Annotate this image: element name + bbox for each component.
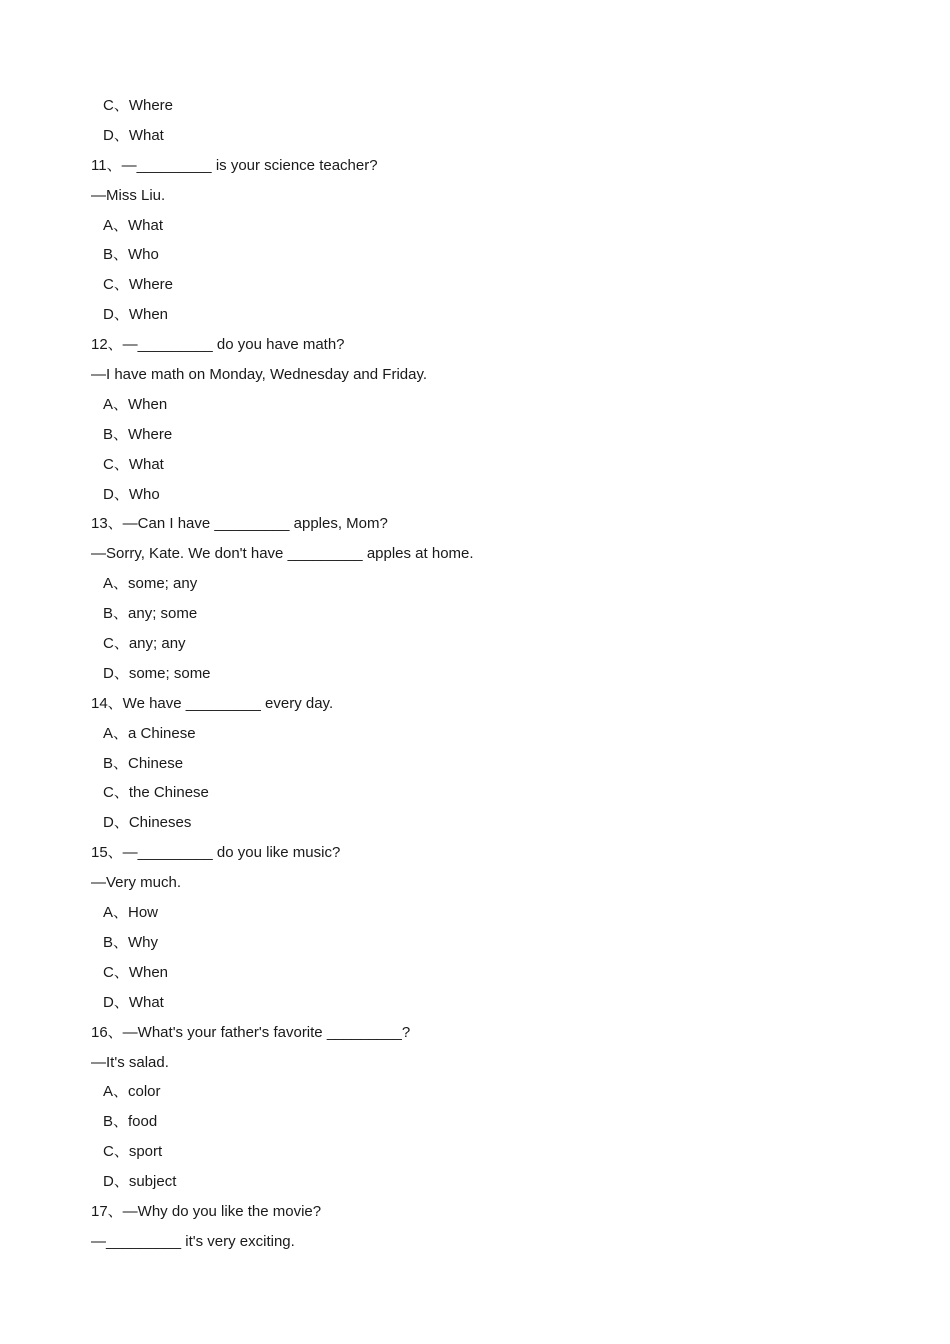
question-text: 17、—Why do you like the movie? (91, 1202, 322, 1220)
answer-option: A、a Chinese (103, 724, 196, 742)
answer-option: D、subject (103, 1173, 177, 1191)
answer-option: C、any; any (103, 635, 186, 653)
question-text: 11、—_________ is your science teacher? (91, 156, 378, 174)
answer-option: B、Why (103, 933, 159, 951)
answer-text: —I have math on Monday, Wednesday and Friday. (91, 366, 428, 384)
answer-option: D、Chineses (103, 814, 192, 832)
answer-option: C、What (103, 455, 164, 473)
answer-option: A、When (103, 395, 168, 413)
question-text: 15、—_________ do you like music? (91, 844, 341, 862)
answer-option: C、Where (103, 97, 174, 114)
answer-option: A、some; any (103, 575, 198, 593)
answer-text: —_________ it's very exciting. (91, 1232, 295, 1250)
answer-text: —Very much. (91, 874, 182, 892)
answer-option: B、any; some (103, 605, 198, 623)
answer-option: D、What (103, 993, 164, 1011)
document-page (0, 91, 950, 1257)
answer-option: C、When (103, 963, 169, 981)
question-text: 16、—What's your father's favorite _________? (91, 1023, 411, 1041)
answer-option: A、color (103, 1083, 161, 1101)
answer-option: B、Where (103, 425, 173, 443)
answer-text: —Miss Liu. (91, 186, 166, 204)
answer-option: C、the Chinese (103, 784, 209, 802)
answer-option: D、Who (103, 485, 160, 503)
answer-option: D、What (103, 126, 164, 144)
answer-option: C、Where (103, 276, 174, 294)
answer-option: B、Who (103, 246, 159, 264)
answer-option: B、food (103, 1113, 158, 1131)
answer-option: A、How (103, 904, 159, 922)
answer-option: B、Chinese (103, 754, 184, 772)
question-text: 14、We have _________ every day. (91, 694, 334, 712)
answer-option: D、some; some (103, 664, 211, 682)
answer-option: A、What (103, 216, 164, 234)
question-text: 12、—_________ do you have math? (91, 336, 345, 354)
question-text: 13、—Can I have _________ apples, Mom? (91, 515, 388, 533)
answer-text: —It's salad. (91, 1053, 169, 1071)
answer-option: C、sport (103, 1143, 163, 1161)
answer-text: —Sorry, Kate. We don't have _________ apples at home. (91, 545, 474, 563)
answer-option: D、When (103, 306, 169, 324)
